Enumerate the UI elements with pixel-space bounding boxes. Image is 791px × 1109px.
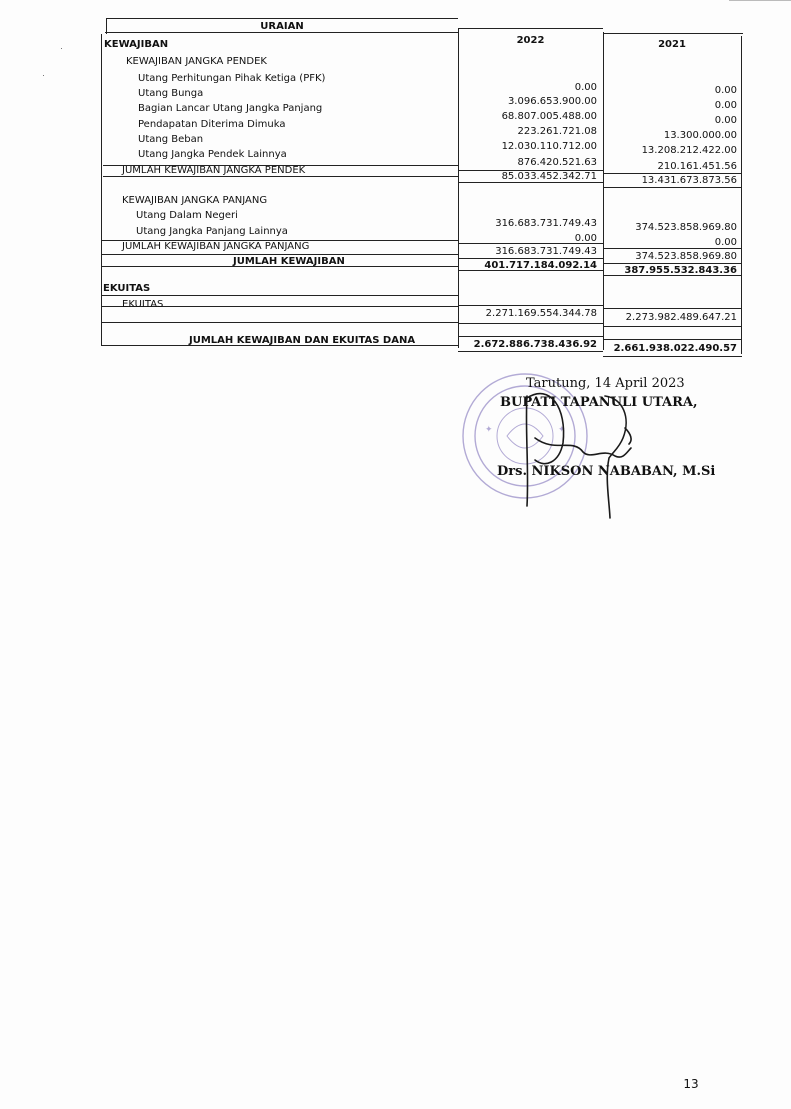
total-label-jangka-panjang: JUMLAH KEWAJIBAN JANGKA PANJANG	[122, 241, 310, 252]
svg-text:✦: ✦	[558, 425, 566, 435]
page-number: 13	[683, 1077, 699, 1091]
section-heading-kewajiban: KEWAJIBAN	[104, 39, 169, 50]
handwritten-signature-icon	[455, 368, 755, 528]
grid-line	[741, 36, 742, 354]
grid-line	[458, 336, 603, 337]
row-value-2021: 13.208.212.422.00	[641, 145, 737, 156]
row-value-2021: 0.00	[714, 237, 737, 248]
grid-line	[603, 187, 741, 188]
row-value-2022: 223.261.721.08	[517, 126, 597, 137]
grand-total-value-2022: 2.672.886.738.436.92	[473, 339, 597, 350]
grid-line	[458, 28, 459, 348]
svg-text:✦: ✦	[485, 425, 493, 435]
grid-line	[102, 254, 458, 255]
row-label: Utang Beban	[138, 134, 204, 145]
place-date: Tarutung, 14 April 2023	[526, 376, 685, 391]
row-label: Bagian Lancar Utang Jangka Panjang	[138, 103, 323, 114]
row-value-2021: 374.523.858.969.80	[635, 222, 737, 233]
row-value-2022: 3.096.653.900.00	[507, 96, 597, 107]
grid-line	[458, 305, 603, 306]
row-value-2021: 2.273.982.489.647.21	[625, 312, 737, 323]
row-label: Utang Jangka Panjang Lainnya	[136, 226, 288, 237]
header-uraian: URAIAN	[260, 21, 304, 32]
grid-line	[458, 258, 603, 259]
grid-line	[106, 18, 458, 19]
grid-line	[102, 322, 458, 323]
scan-speck	[43, 75, 44, 76]
grid-line	[102, 295, 458, 296]
row-value-2022: 68.807.005.488.00	[501, 111, 597, 122]
row-label: Utang Dalam Negeri	[136, 210, 238, 221]
row-value-2021: 0.00	[714, 100, 737, 111]
total-label-jangka-pendek: JUMLAH KEWAJIBAN JANGKA PENDEK	[122, 165, 306, 176]
grand-total-label: JUMLAH KEWAJIBAN DAN EKUITAS DANA	[189, 335, 416, 346]
grid-line	[603, 308, 741, 309]
grid-line	[603, 356, 742, 357]
total-value-2022: 85.033.452.342.71	[501, 171, 597, 182]
total-value-2021: 13.431.673.873.56	[641, 175, 737, 186]
grid-line	[458, 351, 603, 352]
section-heading-ekuitas: EKUITAS	[103, 283, 151, 294]
official-position: BUPATI TAPANULI UTARA,	[500, 395, 698, 410]
total-label-kewajiban: JUMLAH KEWAJIBAN	[233, 256, 345, 267]
top-edge-line	[729, 0, 791, 1]
header-year-2021: 2021	[658, 39, 686, 50]
row-value-2021: 0.00	[714, 115, 737, 126]
row-value-2021: 13.300.000.00	[663, 130, 737, 141]
balance-sheet-table	[101, 18, 746, 358]
row-label: Pendapatan Diterima Dimuka	[138, 119, 286, 130]
row-value-2022: 876.420.521.63	[517, 157, 597, 168]
grid-line	[603, 32, 604, 350]
subsection-heading-jangka-pendek: KEWAJIBAN JANGKA PENDEK	[126, 56, 267, 67]
row-value-2022: 2.271.169.554.344.78	[485, 308, 597, 319]
row-value-2021: 210.161.451.56	[657, 161, 737, 172]
row-label: Utang Bunga	[138, 88, 204, 99]
grid-line	[603, 326, 741, 327]
total-value-2021: 374.523.858.969.80	[635, 251, 737, 262]
row-value-2021: 0.00	[714, 85, 737, 96]
official-name: Drs. NIKSON NABABAN, M.Si	[497, 464, 716, 479]
row-value-2022: 0.00	[574, 233, 597, 244]
row-label: EKUITAS	[122, 299, 164, 310]
grid-line	[458, 323, 603, 324]
grid-line	[603, 173, 741, 174]
row-value-2022: 12.030.110.712.00	[501, 141, 597, 152]
scan-speck	[61, 48, 62, 49]
grid-line	[101, 34, 102, 346]
signature-block	[455, 368, 755, 528]
total-value-2022: 401.717.184.092.14	[484, 260, 597, 271]
grid-line	[603, 33, 743, 34]
grid-line	[603, 263, 741, 264]
grid-line	[458, 28, 603, 29]
total-value-2021: 387.955.532.843.36	[624, 265, 737, 276]
grid-line	[603, 339, 741, 340]
total-value-2022: 316.683.731.749.43	[495, 246, 597, 257]
grand-total-value-2021: 2.661.938.022.490.57	[613, 343, 737, 354]
row-value-2022: 316.683.731.749.43	[495, 218, 597, 229]
subsection-heading-jangka-panjang: KEWAJIBAN JANGKA PANJANG	[122, 195, 268, 206]
row-label: Utang Perhitungan Pihak Ketiga (PFK)	[138, 73, 326, 84]
row-label: Utang Jangka Pendek Lainnya	[138, 149, 287, 160]
row-value-2022: 0.00	[574, 82, 597, 93]
header-year-2022: 2022	[516, 35, 545, 46]
